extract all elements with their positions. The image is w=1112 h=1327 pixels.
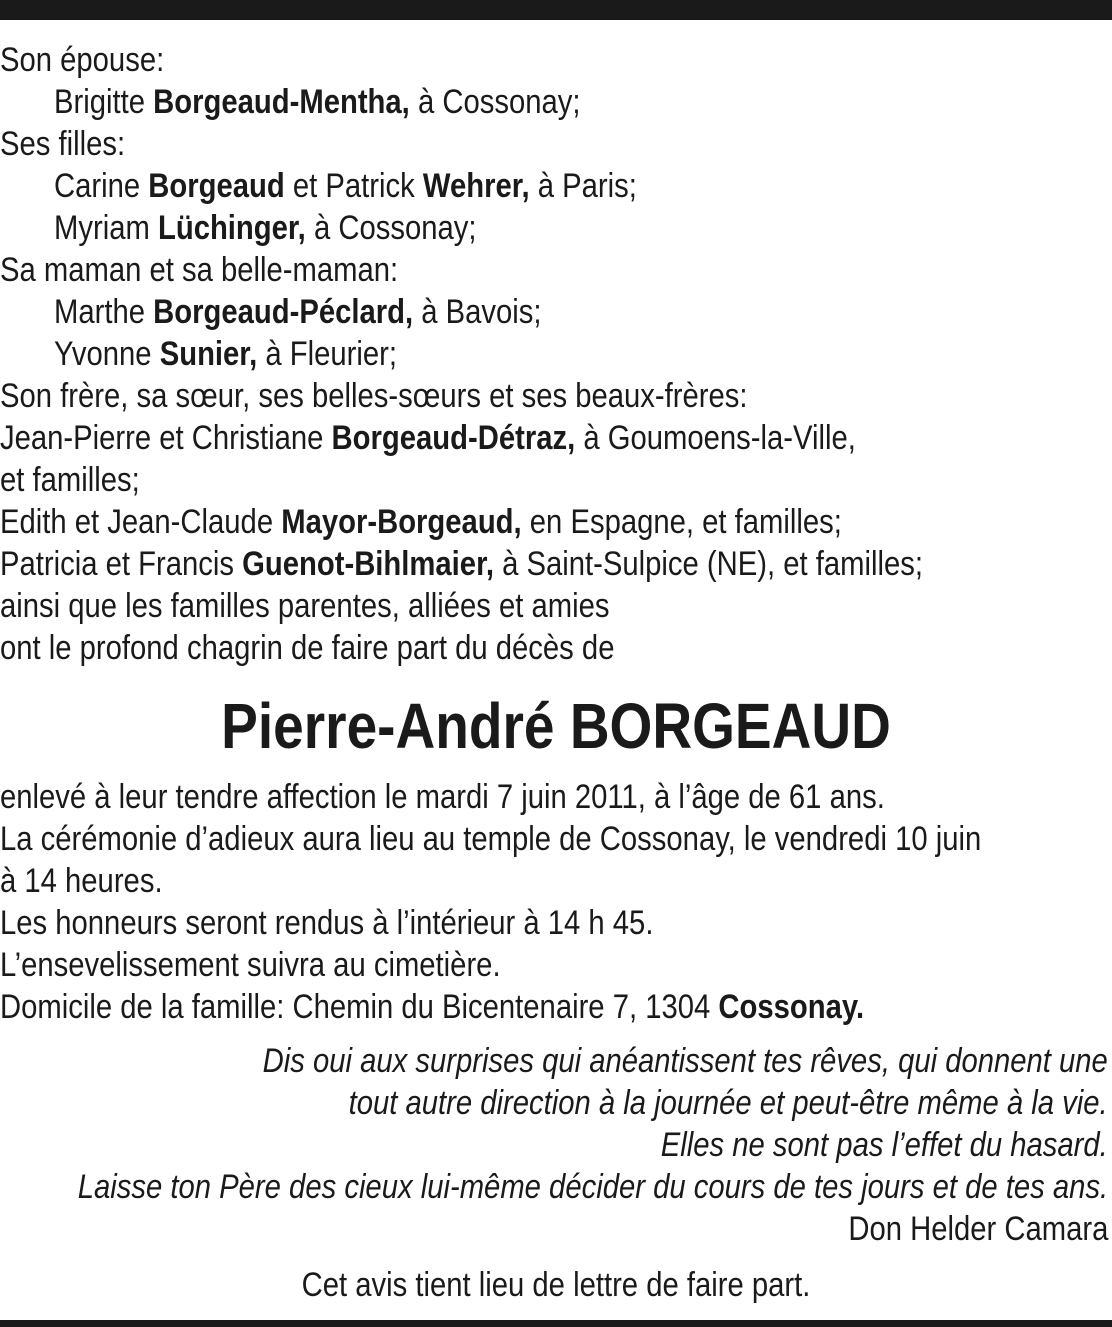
closing-line: Cet avis tient lieu de lettre de faire part. [301,1266,811,1304]
also-line: ainsi que les familles parentes, alliées et amies [0,587,610,625]
details-line-4: Les honneurs seront rendus à l’intérieur à 14 h 45. [0,904,654,942]
quote-author: Don Helder Camara [847,1210,1108,1248]
daughter-line-1: Carine Borgeaud et Patrick Wehrer, à Paris; [54,167,637,205]
announce-line: ont le profond chagrin de faire part du décès de [0,629,615,667]
details-line-2: La cérémonie d’adieux aura lieu au temple de Cossonay, le vendredi 10 juin [0,820,982,858]
quote-line-4: Laisse ton Père des cieux lui-même décider du cours de tes jours et de tes ans. [77,1168,1108,1206]
sibling-line-1: Jean-Pierre et Christiane Borgeaud-Détraz, à Goumoens-la-Ville, [0,419,856,457]
bottom-rule [0,1320,1112,1327]
sibling-line-2: Edith et Jean-Claude Mayor-Borgeaud, en Espagne, et familles; [0,503,842,541]
details-line-5: L’ensevelissement suivra au cimetière. [0,946,501,984]
spouse-heading: Son épouse: [0,41,165,79]
details-line-1: enlevé à leur tendre affection le mardi 7 juin 2011, à l’âge de 61 ans. [0,778,885,816]
sibling-line-3: Patricia et Francis Guenot-Bihlmaier, à Saint-Sulpice (NE), et familles; [0,545,923,583]
daughters-heading: Ses filles: [0,125,126,163]
details-line-3: à 14 heures. [0,862,163,900]
deceased-name: Pierre-André BORGEAUD [221,690,891,762]
daughter-line-2: Myriam Lüchinger, à Cossonay; [54,209,477,247]
quote-line-1: Dis oui aux surprises qui anéantissent tes rêves, qui donnent une [262,1042,1108,1080]
sibling-line-1-cont: et familles; [0,461,140,499]
mothers-heading: Sa maman et sa belle-maman: [0,251,399,289]
quote-line-3: Elles ne sont pas l’effet du hasard. [661,1126,1108,1164]
mother-line-2: Yvonne Sunier, à Fleurier; [54,335,397,373]
domicile-line: Domicile de la famille: Chemin du Bicentenaire 7, 1304 Cossonay. [0,988,865,1026]
mother-line-1: Marthe Borgeaud-Péclard, à Bavois; [54,293,542,331]
spouse-line: Brigitte Borgeaud-Mentha, à Cossonay; [54,83,581,121]
top-rule [0,0,1112,20]
quote-line-2: tout autre direction à la journée et peut-être même à la vie. [348,1084,1108,1122]
siblings-heading: Son frère, sa sœur, ses belles-sœurs et ses beaux-frères: [0,377,748,415]
